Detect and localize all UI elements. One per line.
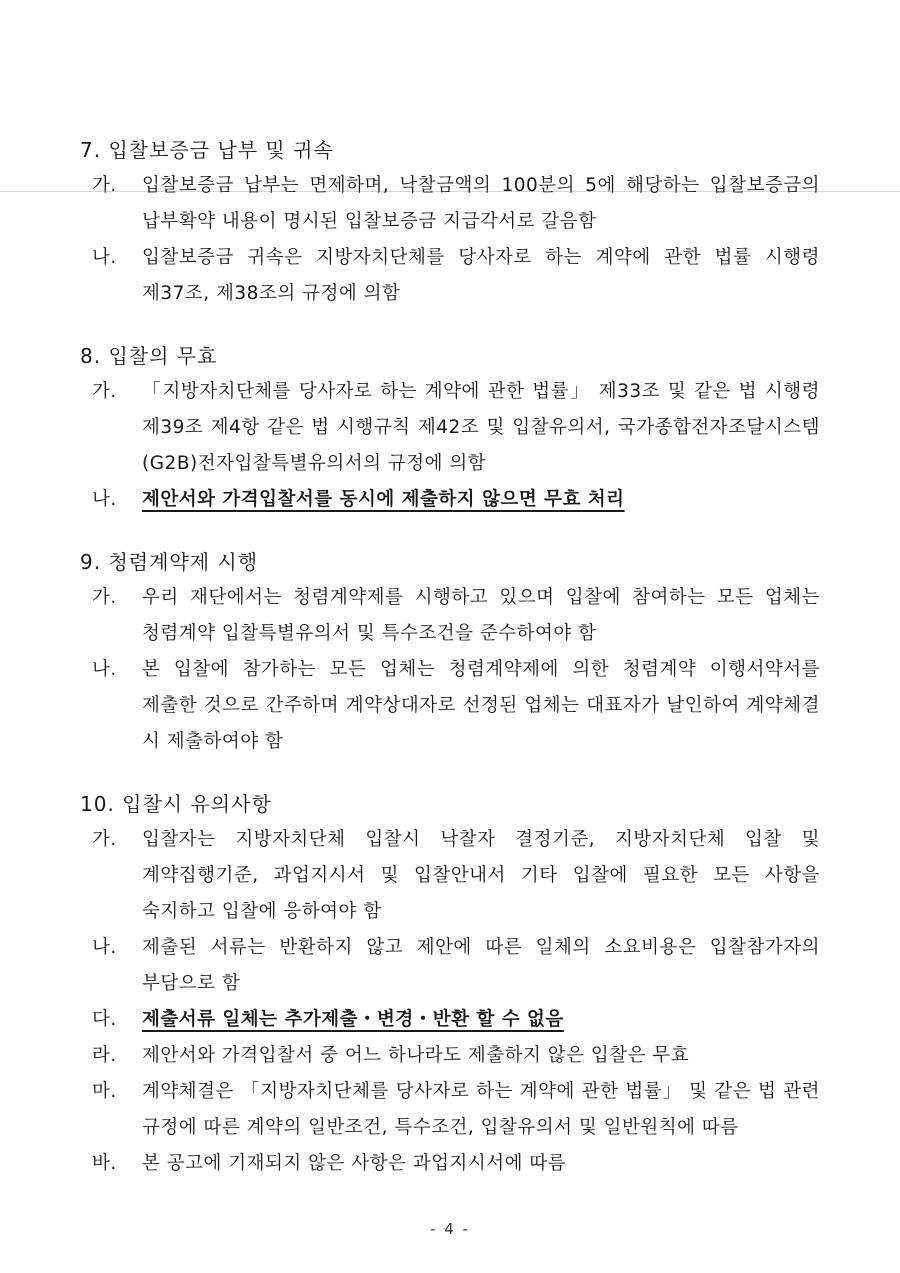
section-heading: 8. 입찰의 무효 xyxy=(80,344,218,368)
page-number: - 4 - xyxy=(430,1220,470,1238)
item-marker: 나. xyxy=(92,937,117,958)
list-item xyxy=(92,240,820,312)
section-bid-deposit xyxy=(80,132,820,312)
item-marker: 나. xyxy=(92,489,117,510)
document-body xyxy=(80,132,820,1182)
list-item xyxy=(92,168,820,240)
list-item-emphasized xyxy=(92,482,820,518)
item-marker: 마. xyxy=(92,1081,117,1102)
section-heading: 9. 청렴계약제 시행 xyxy=(80,550,259,574)
item-text: 제안서와 가격입찰서를 동시에 제출하지 않으면 무효 처리 xyxy=(142,489,625,510)
item-text: 「지방자치단체를 당사자로 하는 계약에 관한 법률」 제33조 및 같은 법 시행령 제39조 제4항 같은 법 시행규칙 제42조 및 입찰유의서, 국가종합전자조달시스템(G2B)전자입찰특별유의서의 규정에 의함 xyxy=(142,381,820,474)
item-text: 본 입찰에 참가하는 모든 업체는 청렴계약제에 의한 청렴계약 이행서약서를 제출한 것으로 간주하며 계약상대자로 선정된 업체는 대표자가 날인하여 계약체결 시 제출하여야 함 xyxy=(142,659,820,752)
item-marker: 나. xyxy=(92,247,117,268)
item-text: 입찰보증금 귀속은 지방자치단체를 당사자로 하는 계약에 관한 법률 시행령 제37조, 제38조의 규정에 의함 xyxy=(142,247,820,304)
item-marker: 라. xyxy=(92,1045,117,1066)
list-item xyxy=(92,1074,820,1146)
section-integrity-contract xyxy=(80,544,820,760)
item-text: 우리 재단에서는 청렴계약제를 시행하고 있으며 입찰에 참여하는 모든 업체는 청렴계약 입찰특별유의서 및 특수조건을 준수하여야 함 xyxy=(142,587,820,644)
list-item xyxy=(92,1038,820,1074)
list-item xyxy=(92,652,820,760)
item-marker: 가. xyxy=(92,381,117,402)
item-text: 제출된 서류는 반환하지 않고 제안에 따른 일체의 소요비용은 입찰참가자의 부담으로 함 xyxy=(142,937,820,994)
item-marker: 바. xyxy=(92,1153,117,1174)
item-text: 계약체결은 「지방자치단체를 당사자로 하는 계약에 관한 법률」 및 같은 법 관련 규정에 따른 계약의 일반조건, 특수조건, 입찰유의서 및 일반원칙에 따름 xyxy=(142,1081,820,1138)
list-item-emphasized xyxy=(92,1002,820,1038)
section-bid-invalidity xyxy=(80,338,820,518)
item-marker: 가. xyxy=(92,587,117,608)
item-text: 제안서와 가격입찰서 중 어느 하나라도 제출하지 않은 입찰은 무효 xyxy=(142,1045,690,1066)
list-item xyxy=(92,1146,820,1182)
item-marker: 나. xyxy=(92,659,117,680)
item-text: 본 공고에 기재되지 않은 사항은 과업지시서에 따름 xyxy=(142,1153,567,1174)
item-text: 입찰자는 지방자치단체 입찰시 낙찰자 결정기준, 지방자치단체 입찰 및 계약집행기준, 과업지시서 및 입찰안내서 기타 입찰에 필요한 모든 사항을 숙지하고 입찰에 응하여야 함 xyxy=(142,829,820,922)
list-item xyxy=(92,930,820,1002)
section-heading: 10. 입찰시 유의사항 xyxy=(80,792,272,816)
section-heading: 7. 입찰보증금 납부 및 귀속 xyxy=(80,138,334,162)
list-item xyxy=(92,580,820,652)
item-marker: 가. xyxy=(92,175,117,196)
list-item xyxy=(92,374,820,482)
item-marker: 다. xyxy=(92,1009,117,1030)
list-item xyxy=(92,822,820,930)
item-text: 입찰보증금 납부는 면제하며, 낙찰금액의 100분의 5에 해당하는 입찰보증금의 납부확약 내용이 명시된 입찰보증금 지급각서로 갈음함 xyxy=(142,175,820,232)
section-bid-precautions xyxy=(80,786,820,1182)
item-text: 제출서류 일체는 추가제출・변경・반환 할 수 없음 xyxy=(142,1009,564,1030)
item-marker: 가. xyxy=(92,829,117,850)
